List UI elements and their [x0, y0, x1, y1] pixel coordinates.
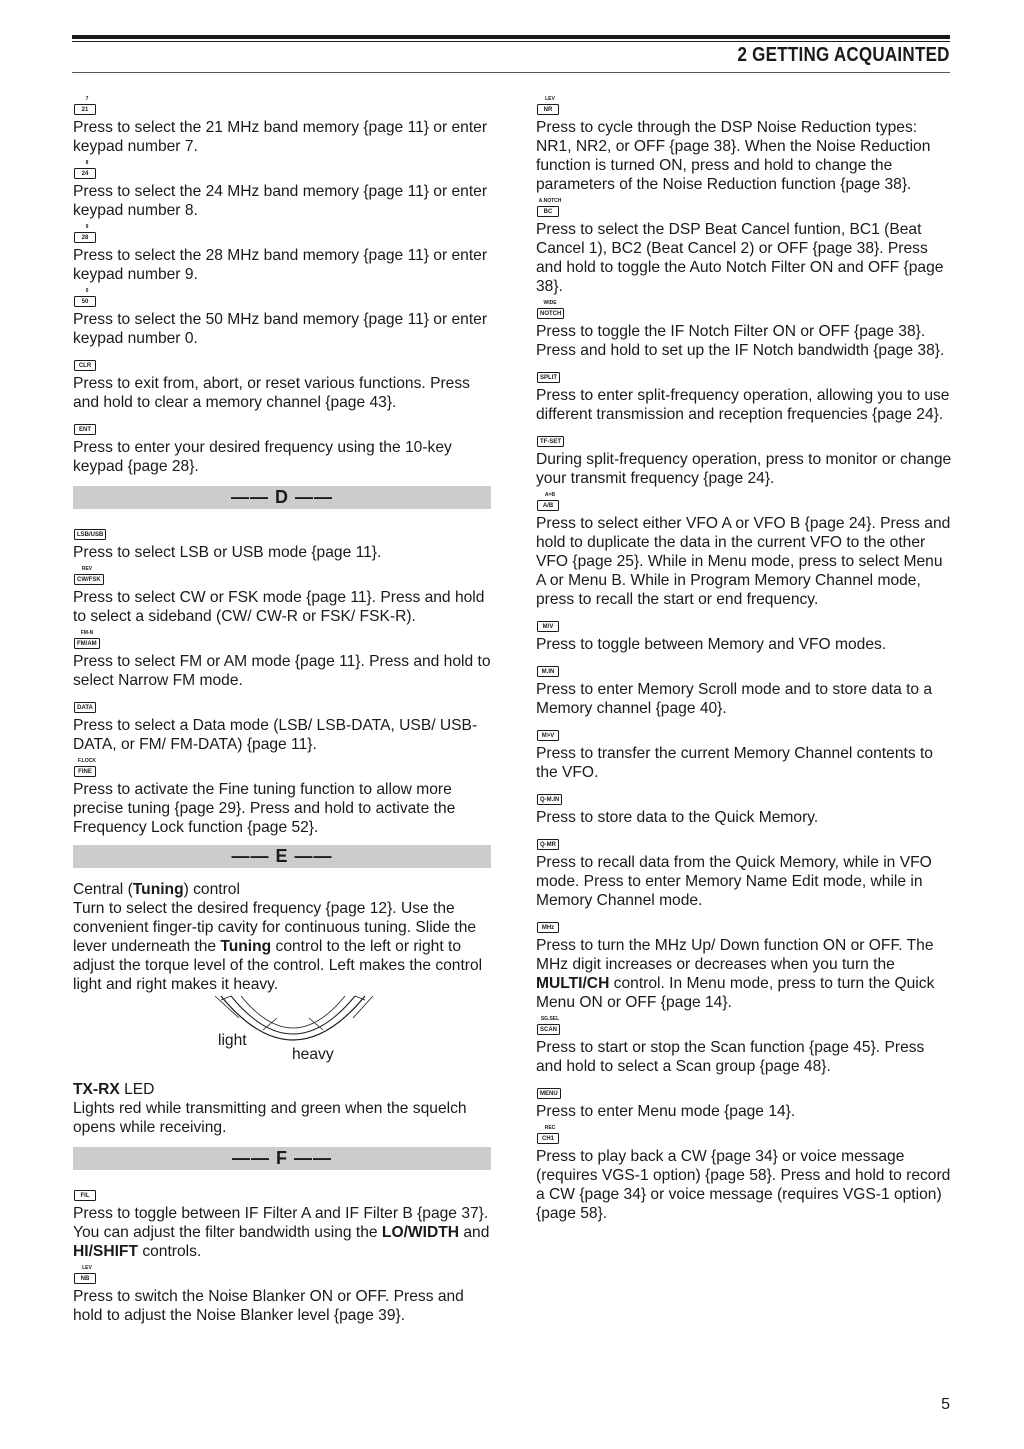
- key-label: MENU: [537, 1088, 561, 1099]
- chapter-title: 2 GETTING ACQUAINTED: [737, 44, 950, 66]
- key-entry: [536, 198, 954, 296]
- tuning-title-pre: Central (: [73, 881, 133, 898]
- panel-key-icon: [536, 96, 954, 116]
- nb-key: [73, 1265, 491, 1285]
- key-label: ENT: [74, 424, 96, 435]
- fil-desc-mid: and: [459, 1224, 490, 1241]
- txrx-description: Lights red while transmitting and green when the squelch opens while receiving.: [73, 1100, 467, 1136]
- fil-key: [73, 1182, 491, 1202]
- right-column: [536, 96, 954, 1227]
- fil-desc-2: controls.: [137, 1243, 202, 1260]
- panel-key-icon: [73, 352, 491, 372]
- key-label: CW/FSK: [74, 574, 104, 585]
- key-label: FM/AM: [74, 638, 100, 649]
- key-label: M>V: [537, 730, 559, 741]
- mhz-desc-bold: MULTI/CH: [536, 975, 610, 992]
- key-entry: [536, 1016, 954, 1076]
- tuning-title-bold: Tuning: [132, 881, 184, 898]
- panel-key-icon: [536, 1080, 954, 1100]
- key-label: SPLIT: [537, 372, 560, 383]
- key-secondary-label: WIDE: [543, 300, 557, 306]
- key-label: 28: [74, 232, 96, 243]
- key-entry: [536, 492, 954, 609]
- key-entry: [73, 96, 491, 156]
- key-description: Press to enter Memory Scroll mode and to store data to a Memory channel {page 40}.: [536, 681, 933, 717]
- fil-description: [73, 1204, 491, 1261]
- left-column: [73, 96, 491, 1329]
- key-entry: [536, 300, 954, 360]
- key-description: Press to enter Menu mode {page 14}.: [536, 1103, 796, 1120]
- panel-key-icon: [536, 722, 954, 742]
- key-entry: [536, 722, 954, 782]
- key-secondary-label: REV: [81, 566, 93, 572]
- panel-key-icon: [536, 364, 954, 384]
- fil-key-entry: [73, 1182, 491, 1261]
- key-entry: [536, 613, 954, 654]
- key-description: Press to select the 28 MHz band memory {page 11} or enter keypad number 9.: [73, 247, 488, 283]
- txrx-title-bold: TX-RX: [73, 1081, 120, 1098]
- key-secondary-label: FM-N: [80, 630, 94, 636]
- key-label: BC: [537, 206, 559, 217]
- key-entry: [73, 521, 491, 562]
- key-secondary-label: 8: [85, 160, 89, 166]
- key-label: 24: [74, 168, 96, 179]
- txrx-title: [73, 1080, 491, 1099]
- key-description: Press to exit from, abort, or reset various functions. Press and hold to clear a memory channel {page 43}.: [73, 375, 470, 411]
- panel-key-icon: [73, 694, 491, 714]
- panel-key-icon: [536, 492, 954, 512]
- key-description: Press to toggle between Memory and VFO modes.: [536, 636, 887, 653]
- key-entry: [536, 1080, 954, 1121]
- key-label: M.IN: [537, 666, 559, 677]
- key-secondary-label: SG.SEL: [540, 1016, 560, 1022]
- section-header-d: —— D ——: [73, 486, 491, 509]
- key-label: Q-MR: [537, 839, 559, 850]
- key-description: Press to recall data from the Quick Memory, while in VFO mode. Press to enter Memory Name Edit mode, while in Memory Channel mode.: [536, 854, 932, 909]
- panel-key-icon: [73, 521, 491, 541]
- right-top-list: [536, 96, 954, 910]
- mhz-key-entry: [536, 914, 954, 1012]
- nb-key-label: NB: [74, 1273, 96, 1284]
- key-description: Press to start or stop the Scan function {page 45}. Press and hold to select a Scan group {page 48}.: [536, 1039, 925, 1075]
- panel-key-icon: [73, 566, 491, 586]
- fil-desc-bold-2: HI/SHIFT: [73, 1243, 138, 1260]
- tuning-title: [73, 880, 491, 899]
- panel-key-icon: [536, 1125, 954, 1145]
- key-label: CLR: [74, 360, 96, 371]
- left-d-list: [73, 521, 491, 837]
- nb-key-entry: [73, 1265, 491, 1325]
- key-secondary-label: 0: [85, 288, 89, 294]
- key-description: Press to activate the Fine tuning function to allow more precise tuning {page 29}. Press and hold to activate the Frequency Lock function {page 52}.: [73, 781, 456, 836]
- panel-key-icon: [536, 428, 954, 448]
- key-description: Press to enter your desired frequency using the 10-key keypad {page 28}.: [73, 439, 452, 475]
- key-secondary-label: 9: [85, 224, 89, 230]
- key-entry: [536, 96, 954, 194]
- section-header-e: —— E ——: [73, 845, 491, 868]
- key-description: During split-frequency operation, press to monitor or change your transmit frequency {page 24}.: [536, 451, 952, 487]
- mhz-desc-2: control. In Menu mode, press to turn the Quick Menu ON or OFF {page 14}.: [536, 975, 935, 1011]
- header-rule: [72, 72, 950, 73]
- key-description: Press to select LSB or USB mode {page 11}.: [73, 544, 382, 561]
- figure-label-heavy: heavy: [292, 1046, 334, 1063]
- mhz-desc-1: Press to turn the MHz Up/ Down function ON or OFF. The MHz digit increases or decreases when you turn the: [536, 937, 934, 973]
- tuning-title-post: ) control: [183, 881, 240, 898]
- key-label: FINE: [74, 766, 96, 777]
- tuning-torque-figure: [73, 994, 491, 1080]
- key-description: Press to select either VFO A or VFO B {page 24}. Press and hold to duplicate the data in the current VFO to the other VFO {page 25}. While in Menu mode, press to select Menu A or Menu B. While in Program Memory Channel mode, press to recall the start or end frequency.: [536, 515, 951, 608]
- panel-key-icon: [536, 831, 954, 851]
- key-entry: [536, 786, 954, 827]
- key-entry: [536, 831, 954, 910]
- key-label: A/B: [537, 500, 559, 511]
- panel-key-icon: [73, 416, 491, 436]
- key-entry: [73, 160, 491, 220]
- key-entry: [73, 566, 491, 626]
- key-label: Q-M.IN: [537, 794, 562, 805]
- key-entry: [73, 352, 491, 412]
- txrx-title-post: LED: [119, 1081, 155, 1098]
- key-entry: [73, 694, 491, 754]
- right-bottom-list: [536, 1016, 954, 1223]
- key-entry: [536, 428, 954, 488]
- tuning-desc-1: Turn to select the desired frequency {page 12}. Use the convenient finger-tip cavity for continuous tuning. Slide the lever underneath the: [73, 900, 477, 955]
- key-entry: [73, 630, 491, 690]
- fil-desc-bold-1: LO/WIDTH: [381, 1224, 460, 1241]
- key-label: LSB/USB: [74, 529, 106, 540]
- key-description: Press to cycle through the DSP Noise Reduction types: NR1, NR2, or OFF {page 38}. When the Noise Reduction function is turned ON, press and hold to change the parameters of the Noise Reduction function {page 38}.: [536, 119, 931, 193]
- section-header-f: —— F ——: [73, 1147, 491, 1170]
- panel-key-icon: [73, 96, 491, 116]
- panel-key-icon: [536, 786, 954, 806]
- top-rule: [72, 35, 950, 39]
- key-secondary-label: F.LOCK: [77, 758, 97, 764]
- panel-key-icon: [73, 630, 491, 650]
- key-entry: [536, 364, 954, 424]
- nb-description: Press to switch the Noise Blanker ON or OFF. Press and hold to adjust the Noise Blanker level {page 39}.: [73, 1288, 464, 1324]
- top-rule-thin: [72, 41, 950, 42]
- key-label: 50: [74, 296, 96, 307]
- key-entry: [73, 224, 491, 284]
- key-description: Press to select the 24 MHz band memory {page 11} or enter keypad number 8.: [73, 183, 488, 219]
- panel-key-icon: [536, 658, 954, 678]
- key-description: Press to play back a CW {page 34} or voice message (requires VGS-1 option) {page 58}. Press and hold to record a CW {page 34} or voice message (requires VGS-1 option) {page 58}.: [536, 1148, 951, 1222]
- key-secondary-label: LEV: [545, 96, 555, 102]
- panel-key-icon: [536, 198, 954, 218]
- txrx-led-entry: [73, 1080, 491, 1137]
- key-label: SCAN: [537, 1024, 560, 1035]
- key-entry: [536, 1125, 954, 1223]
- key-description: Press to select the DSP Beat Cancel funtion, BC1 (Beat Cancel 1), BC2 (Beat Cancel 2) or OFF {page 38}. Press and hold to toggle the Auto Notch Filter ON and OFF {page 38}.: [536, 221, 944, 295]
- mhz-key-label: MHz: [537, 922, 559, 933]
- key-description: Press to select the 21 MHz band memory {page 11} or enter keypad number 7.: [73, 119, 488, 155]
- tuning-desc-bold: Tuning: [220, 938, 272, 955]
- nb-key-secondary-label: LEV: [82, 1265, 92, 1271]
- key-entry: [536, 658, 954, 718]
- key-description: Press to enter split-frequency operation, allowing you to use different transmission and reception frequencies {page 24}.: [536, 387, 950, 423]
- panel-key-icon: [73, 758, 491, 778]
- key-label: NR: [537, 104, 559, 115]
- key-secondary-label: 7: [85, 96, 89, 102]
- left-top-list: [73, 96, 491, 476]
- mhz-key: [536, 914, 954, 934]
- figure-label-light: light: [218, 1032, 247, 1049]
- key-description: Press to select the 50 MHz band memory {page 11} or enter keypad number 0.: [73, 311, 488, 347]
- key-description: Press to select FM or AM mode {page 11}. Press and hold to select Narrow FM mode.: [73, 653, 491, 689]
- page-number: 5: [941, 1396, 950, 1413]
- key-label: M/V: [537, 621, 559, 632]
- fil-desc-1: Press to toggle between IF Filter A and IF Filter B {page 37}. You can adjust the filter bandwidth using the: [73, 1205, 489, 1241]
- panel-key-icon: [536, 300, 954, 320]
- panel-key-icon: [73, 288, 491, 308]
- key-entry: [73, 758, 491, 837]
- key-secondary-label: A.NOTCH: [538, 198, 562, 204]
- key-label: CH1: [537, 1133, 559, 1144]
- panel-key-icon: [536, 613, 954, 633]
- tuning-desc-2: control to the left or right to adjust the torque level of the control. Left makes the control light and right makes it heavy.: [73, 938, 483, 993]
- key-entry: [73, 288, 491, 348]
- key-label: TF-SET: [537, 436, 564, 447]
- key-description: Press to select CW or FSK mode {page 11}. Press and hold to select a sideband (CW/ CW-R or FSK/ FSK-R).: [73, 589, 485, 625]
- key-description: Press to transfer the current Memory Channel contents to the VFO.: [536, 745, 933, 781]
- tuning-control-entry: [73, 880, 491, 1080]
- key-secondary-label: REC: [544, 1125, 556, 1131]
- tuning-description: [73, 899, 491, 994]
- key-entry: [73, 416, 491, 476]
- key-description: Press to select a Data mode (LSB/ LSB-DATA, USB/ USB-DATA, or FM/ FM-DATA) {page 11}.: [73, 717, 478, 753]
- fil-key-label: FIL: [74, 1190, 96, 1201]
- panel-key-icon: [536, 1016, 954, 1036]
- key-label: 21: [74, 104, 96, 115]
- key-label: DATA: [74, 702, 96, 713]
- panel-key-icon: [73, 224, 491, 244]
- key-secondary-label: A=B: [544, 492, 556, 498]
- mhz-description: [536, 936, 954, 1012]
- panel-key-icon: [73, 160, 491, 180]
- key-description: Press to store data to the Quick Memory.: [536, 809, 819, 826]
- key-description: Press to toggle the IF Notch Filter ON or OFF {page 38}. Press and hold to set up the IF Notch bandwidth {page 38}.: [536, 323, 945, 359]
- key-label: NOTCH: [537, 308, 564, 319]
